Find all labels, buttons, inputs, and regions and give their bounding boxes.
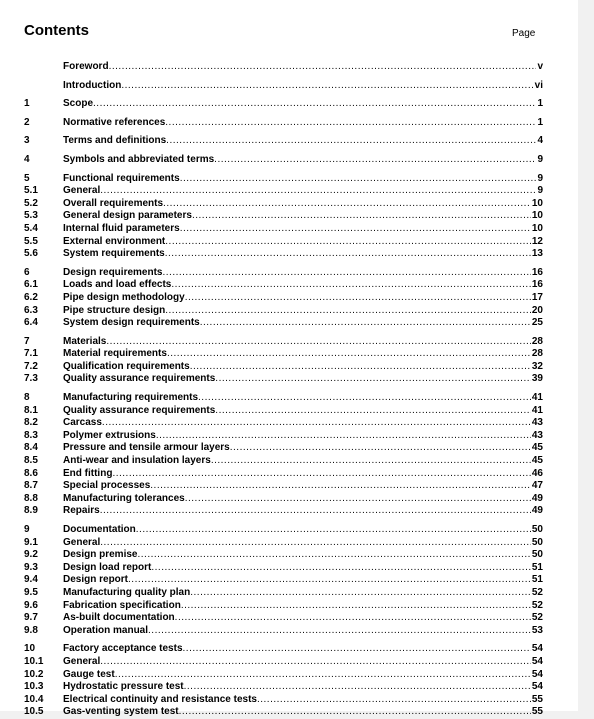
toc-entry-title: External environment (63, 235, 166, 247)
toc-dot-leader (214, 154, 536, 167)
toc-entry-page-number: 54 (531, 655, 543, 667)
toc-entry-title: Pipe design methodology (63, 291, 185, 303)
toc-entry-page-number: 51 (531, 574, 543, 586)
toc-entry[interactable] (24, 392, 543, 405)
toc-entry-page-number: 9 (537, 185, 543, 197)
toc-entry-title: Terms and definitions (63, 135, 167, 147)
toc-entry-title: Polymer extrusions (63, 429, 156, 441)
toc-entry[interactable] (24, 61, 543, 74)
toc-entry-title: Manufacturing requirements (63, 392, 199, 404)
toc-dot-leader (102, 417, 531, 430)
toc-entry[interactable] (24, 669, 543, 682)
toc-dot-leader (179, 706, 531, 719)
toc-entry[interactable] (24, 442, 543, 455)
toc-entry-number: 10.4 (24, 693, 44, 705)
toc-entry-title: Electrical continuity and resistance tests (63, 693, 257, 705)
toc-dot-leader (165, 305, 531, 318)
toc-entry-number: 10 (24, 643, 36, 655)
toc-entry[interactable] (24, 480, 543, 493)
toc-entry[interactable] (24, 405, 543, 418)
toc-entry-number: 9.1 (24, 536, 38, 548)
toc-dot-leader (148, 625, 531, 638)
toc-entry[interactable] (24, 417, 543, 430)
toc-entry-page-number: 43 (531, 429, 543, 441)
toc-entry-page-number: 54 (531, 681, 543, 693)
toc-entry[interactable] (24, 493, 543, 506)
toc-entry[interactable] (24, 154, 543, 167)
toc-entry-number: 6.2 (24, 291, 38, 303)
toc-entry[interactable] (24, 117, 543, 130)
toc-entry[interactable] (24, 348, 543, 361)
toc-entry[interactable] (24, 524, 543, 537)
toc-entry-title: General design parameters (63, 210, 192, 222)
toc-entry-page-number: 45 (531, 455, 543, 467)
toc-entry-number: 9.8 (24, 624, 38, 636)
toc-entry-title: Quality assurance requirements (63, 373, 216, 385)
toc-entry-number: 5.4 (24, 222, 38, 234)
toc-entry-page-number: 41 (531, 404, 543, 416)
page-column-label: Page (512, 28, 536, 39)
toc-dot-leader (109, 61, 537, 74)
toc-entry-page-number: 43 (531, 417, 543, 429)
toc-entry-title: Internal fluid parameters (63, 222, 180, 234)
toc-entry[interactable] (24, 223, 543, 236)
toc-entry[interactable] (24, 612, 543, 625)
toc-dot-leader (230, 442, 531, 455)
toc-entry-page-number: 53 (531, 624, 543, 636)
toc-entry[interactable] (24, 98, 543, 111)
toc-entry-title: Fabrication specification (63, 599, 181, 611)
toc-entry-page-number: 50 (531, 524, 543, 535)
toc-dot-leader (100, 537, 531, 550)
toc-entry-number: 3 (24, 135, 30, 147)
toc-dot-leader (165, 248, 531, 261)
toc-entry-title: Introduction (63, 79, 122, 91)
toc-entry-page-number: 28 (531, 335, 543, 347)
toc-entry-number: 6.4 (24, 317, 38, 329)
toc-entry-page-number: v (537, 61, 543, 72)
toc-entry-number: 9.7 (24, 612, 38, 624)
toc-entry[interactable] (24, 549, 543, 562)
toc-entry-page-number: 50 (531, 536, 543, 548)
toc-entry-number: 8.2 (24, 417, 38, 429)
toc-entry[interactable] (24, 336, 543, 349)
toc-entry-page-number: 52 (531, 612, 543, 624)
toc-entry-number: 7.1 (24, 348, 38, 360)
toc-entry-number: 9 (24, 524, 30, 535)
toc-entry-title: Functional requirements (63, 172, 180, 184)
toc-dot-leader (257, 694, 531, 707)
toc-entry-number: 9.2 (24, 549, 38, 561)
toc-dot-leader (128, 574, 531, 587)
toc-entry-page-number: 12 (531, 235, 543, 247)
toc-dot-leader (211, 455, 531, 468)
toc-entry-title: Overall requirements (63, 197, 164, 209)
toc-entry-number: 5.2 (24, 197, 38, 209)
toc-entry-page-number: 54 (531, 643, 543, 655)
toc-dot-leader (112, 468, 530, 481)
toc-entry-number: 8 (24, 392, 30, 404)
toc-entry[interactable] (24, 537, 543, 550)
toc-entry-page-number: 52 (531, 599, 543, 611)
toc-entry-number: 8.4 (24, 442, 38, 454)
toc-dot-leader (198, 392, 531, 405)
toc-dot-leader (165, 236, 531, 249)
toc-entry-number: 10.2 (24, 668, 44, 680)
toc-entry[interactable] (24, 185, 543, 198)
toc-entry[interactable] (24, 236, 543, 249)
toc-entry-title: Pressure and tensile armour layers (63, 442, 230, 454)
toc-entry[interactable] (24, 587, 543, 600)
toc-entry-title: Anti-wear and insulation layers (63, 455, 211, 467)
toc-entry-title: Operation manual (63, 624, 149, 636)
toc-entry-title: Scope (63, 98, 94, 110)
toc-entry[interactable] (24, 562, 543, 575)
toc-entry-page-number: 10 (531, 222, 543, 234)
toc-entry-title: Quality assurance requirements (63, 404, 216, 416)
toc-entry-number: 10.1 (24, 655, 44, 667)
toc-entry-number: 8.5 (24, 455, 38, 467)
toc-dot-leader (156, 430, 531, 443)
toc-entry-number: 8.9 (24, 505, 38, 517)
toc-entry[interactable] (24, 248, 543, 261)
toc-entry-number: 8.7 (24, 480, 38, 492)
toc-entry[interactable] (24, 706, 543, 719)
toc-entry-page-number: 1 (537, 116, 543, 128)
toc-entry-title: Factory acceptance tests (63, 643, 183, 655)
toc-entry-page-number: 49 (531, 492, 543, 504)
toc-entry-page-number: 16 (531, 279, 543, 291)
table-of-contents (24, 61, 543, 719)
toc-dot-leader (184, 681, 531, 694)
toc-entry-title: Repairs (63, 505, 100, 517)
toc-entry[interactable] (24, 505, 543, 518)
toc-entry-page-number: 25 (531, 317, 543, 329)
toc-entry-title: Foreword (63, 61, 109, 72)
toc-entry-title: General (63, 655, 101, 667)
toc-entry[interactable] (24, 279, 543, 292)
toc-entry-page-number: 4 (537, 135, 543, 147)
toc-dot-leader (167, 348, 531, 361)
toc-entry-page-number: 49 (531, 505, 543, 517)
toc-entry[interactable] (24, 135, 543, 148)
toc-entry[interactable] (24, 643, 543, 656)
toc-entry-title: Design premise (63, 549, 138, 561)
toc-entry-number: 6.1 (24, 279, 38, 291)
toc-entry[interactable] (24, 80, 543, 93)
toc-entry[interactable] (24, 267, 543, 280)
toc-entry-title: Gas-venting system test (63, 706, 179, 718)
toc-entry-title: General (63, 185, 101, 197)
toc-entry-number: 9.4 (24, 574, 38, 586)
toc-entry[interactable] (24, 305, 543, 318)
toc-entry-number: 5.6 (24, 248, 38, 260)
toc-entry-page-number: 50 (531, 549, 543, 561)
toc-entry[interactable] (24, 455, 543, 468)
toc-entry[interactable] (24, 430, 543, 443)
toc-dot-leader (106, 336, 531, 349)
toc-entry-number: 9.5 (24, 586, 38, 598)
toc-dot-leader (93, 98, 536, 111)
toc-dot-leader (180, 173, 537, 186)
toc-entry-number: 5 (24, 172, 30, 184)
toc-entry-title: Material requirements (63, 348, 167, 360)
toc-dot-leader (115, 669, 531, 682)
toc-dot-leader (190, 587, 531, 600)
toc-dot-leader (215, 405, 531, 418)
toc-entry-page-number: 28 (531, 348, 543, 360)
toc-entry-number: 6.3 (24, 304, 38, 316)
toc-entry-number: 8.1 (24, 404, 38, 416)
toc-entry-page-number: 9 (537, 153, 543, 165)
toc-entry-page-number: 9 (537, 172, 543, 184)
toc-dot-leader (100, 656, 531, 669)
toc-dot-leader (121, 80, 533, 93)
toc-entry-page-number: vi (534, 79, 543, 91)
toc-dot-leader (136, 524, 531, 537)
toc-entry-title: System requirements (63, 248, 165, 260)
toc-entry-title: Documentation (63, 524, 136, 535)
toc-entry-number: 9.6 (24, 599, 38, 611)
toc-dot-leader (183, 643, 531, 656)
toc-entry[interactable] (24, 625, 543, 638)
toc-entry[interactable] (24, 656, 543, 669)
toc-dot-leader (185, 493, 531, 506)
toc-entry-number: 4 (24, 153, 30, 165)
toc-entry-page-number: 10 (531, 197, 543, 209)
toc-entry-number: 9.3 (24, 561, 38, 573)
toc-entry[interactable] (24, 361, 543, 374)
toc-entry[interactable] (24, 694, 543, 707)
toc-entry-title: Manufacturing tolerances (63, 492, 185, 504)
toc-entry-title: Symbols and abbreviated terms (63, 153, 215, 165)
toc-entry-page-number: 39 (531, 373, 543, 385)
toc-entry-page-number: 55 (531, 706, 543, 718)
toc-entry-title: Pipe structure design (63, 304, 166, 316)
toc-entry-number: 10.5 (24, 706, 44, 718)
toc-entry-number: 6 (24, 266, 30, 278)
toc-entry-page-number: 45 (531, 442, 543, 454)
toc-dot-leader (163, 198, 531, 211)
toc-entry[interactable] (24, 600, 543, 613)
toc-entry-number: 7 (24, 335, 30, 347)
toc-entry-page-number: 52 (531, 586, 543, 598)
toc-dot-leader (192, 210, 531, 223)
toc-entry-title: Qualification requirements (63, 360, 190, 372)
toc-entry[interactable] (24, 373, 543, 386)
toc-entry-page-number: 47 (531, 480, 543, 492)
toc-entry-number: 10.3 (24, 681, 44, 693)
toc-dot-leader (100, 505, 531, 518)
toc-entry-page-number: 55 (531, 693, 543, 705)
toc-dot-leader (165, 117, 536, 130)
toc-entry-number: 8.6 (24, 467, 38, 479)
page-title: Contents (24, 22, 89, 39)
toc-entry[interactable] (24, 173, 543, 186)
scrollbar-track[interactable] (578, 0, 594, 711)
toc-entry-title: Special processes (63, 480, 151, 492)
toc-entry-title: Manufacturing quality plan (63, 586, 191, 598)
toc-dot-leader (190, 361, 531, 374)
toc-entry-page-number: 16 (531, 266, 543, 278)
toc-entry-title: General (63, 536, 101, 548)
toc-entry-title: Gauge test (63, 668, 115, 680)
toc-dot-leader (171, 279, 531, 292)
toc-dot-leader (162, 267, 530, 280)
toc-dot-leader (215, 373, 531, 386)
toc-dot-leader (181, 600, 531, 613)
toc-entry[interactable] (24, 198, 543, 211)
toc-entry-page-number: 51 (531, 561, 543, 573)
toc-entry-number: 5.1 (24, 185, 38, 197)
toc-dot-leader (166, 135, 536, 148)
toc-dot-leader (185, 292, 531, 305)
toc-entry-page-number: 20 (531, 304, 543, 316)
toc-entry-title: Design requirements (63, 266, 163, 278)
toc-entry-number: 5.3 (24, 210, 38, 222)
toc-entry-number: 8.3 (24, 429, 38, 441)
toc-entry-page-number: 32 (531, 360, 543, 372)
toc-entry-page-number: 13 (531, 248, 543, 260)
toc-entry-page-number: 46 (531, 467, 543, 479)
toc-dot-leader (100, 185, 536, 198)
toc-dot-leader (200, 317, 531, 330)
toc-dot-leader (151, 562, 531, 575)
toc-entry-title: As-built documentation (63, 612, 175, 624)
toc-entry-title: Loads and load effects (63, 279, 172, 291)
toc-entry-title: Design load report (63, 561, 152, 573)
toc-entry[interactable] (24, 292, 543, 305)
toc-entry-title: Carcass (63, 417, 102, 429)
toc-entry-page-number: 10 (531, 210, 543, 222)
toc-entry-number: 5.5 (24, 235, 38, 247)
toc-entry-title: System design requirements (63, 317, 200, 329)
toc-entry-number: 7.3 (24, 373, 38, 385)
toc-entry[interactable] (24, 317, 543, 330)
toc-entry[interactable] (24, 468, 543, 481)
toc-entry-number: 1 (24, 98, 30, 110)
toc-entry[interactable] (24, 681, 543, 694)
toc-entry-page-number: 41 (531, 392, 543, 404)
toc-entry-title: Normative references (63, 116, 166, 128)
toc-entry[interactable] (24, 574, 543, 587)
toc-dot-leader (137, 549, 530, 562)
toc-entry-title: Hydrostatic pressure test (63, 681, 184, 693)
toc-entry-page-number: 17 (531, 291, 543, 303)
toc-dot-leader (180, 223, 531, 236)
toc-entry-page-number: 1 (537, 98, 543, 110)
toc-entry-number: 8.8 (24, 492, 38, 504)
toc-entry-title: End fitting (63, 467, 113, 479)
toc-entry[interactable] (24, 210, 543, 223)
toc-dot-leader (150, 480, 531, 493)
toc-dot-leader (175, 612, 531, 625)
toc-entry-page-number: 54 (531, 668, 543, 680)
toc-entry-title: Materials (63, 335, 107, 347)
toc-entry-title: Design report (63, 574, 129, 586)
toc-entry-number: 7.2 (24, 360, 38, 372)
toc-entry-number: 2 (24, 116, 30, 128)
